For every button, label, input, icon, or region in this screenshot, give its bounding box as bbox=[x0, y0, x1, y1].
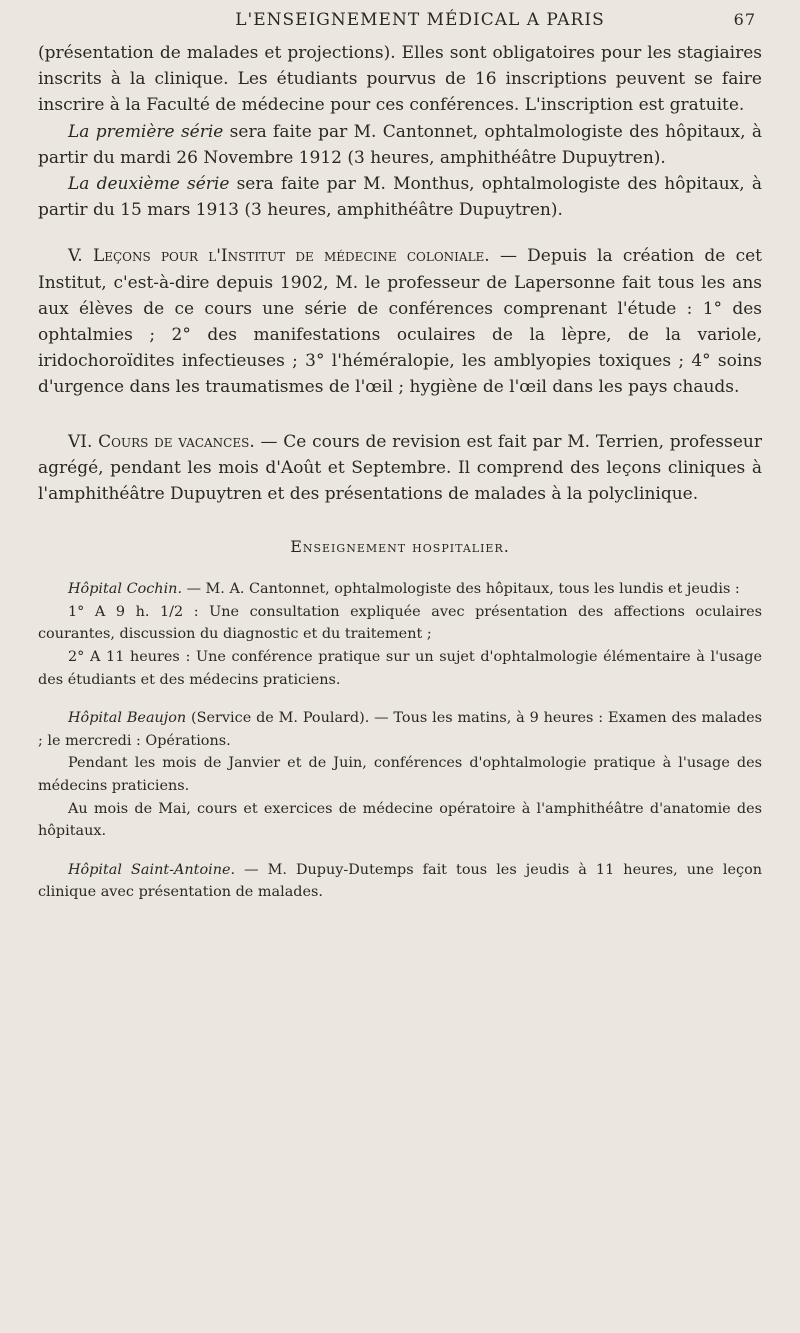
section-vacation-courses bbox=[38, 429, 762, 508]
paragraph-first-series bbox=[38, 119, 762, 171]
beaujon-line-3: Au mois de Mai, cours et exercices de médecine opératoire à l'amphithéâtre d'anatomie des hôpitaux. bbox=[38, 800, 762, 840]
cochin-name: Hôpital Cochin. bbox=[68, 581, 183, 598]
beaujon-name: Hôpital Beaujon bbox=[68, 710, 187, 727]
cochin-item-2: 2° A 11 heures : Une conférence pratique sur un sujet d'ophtalmologie élémentaire à l'usage des étudiants et des médecins praticiens. bbox=[38, 649, 762, 688]
section-colonial-medicine bbox=[38, 243, 762, 400]
cochin-intro-text: — M. A. Cantonnet, ophtalmologiste des hôpitaux, tous les lundis et jeudis : bbox=[182, 581, 740, 598]
beaujon-intro-text: (Service de M. Poulard). — Tous les matins, à 9 heures : Examen des malades ; le mercredi : Opérations. bbox=[38, 710, 762, 749]
cochin-intro bbox=[38, 578, 762, 601]
beaujon-intro bbox=[38, 707, 762, 752]
saint-antoine-text: — M. Dupuy-Dutemps fait tous les jeudis à 11 heures, une leçon clinique avec présentation de malades. bbox=[38, 861, 763, 901]
section-vi-text: — Ce cours de revision est fait par M. Terrien, professeur agrégé, pendant les mois d'Août et Septembre. Il comprend des leçons cliniques à l'amphithéâtre Dupuytren et des présentations de malades à la polyclinique. bbox=[38, 431, 762, 505]
section-v-heading: Leçons pour l'Institut de médecine coloniale. bbox=[92, 246, 490, 267]
paragraph-presentation: (présentation de malades et projections). Elles sont obligatoires pour les stagiaires inscrits à la clinique. Les étudiants pourvus de 16 inscriptions peuvent se faire inscrire à la Faculté de médecine pour ces conférences. L'inscription est gratuite. bbox=[38, 43, 762, 116]
second-series-text: sera faite par M. Monthus, ophtalmologiste des hôpitaux, à partir du 15 mars 1913 (3 heures, amphithéâtre Dupuytren). bbox=[38, 174, 762, 221]
second-series-label: La deuxième série bbox=[68, 174, 230, 195]
hospital-teaching-heading: Enseignement hospitalier. bbox=[290, 537, 510, 557]
cochin-item-1: 1° A 9 h. 1/2 : Une consultation expliquée avec présentation des affections oculaires courantes, discussion du diagnostic et du traitement ; bbox=[38, 603, 762, 643]
paragraph-second-series bbox=[38, 171, 762, 223]
section-v-number: V. bbox=[68, 246, 93, 267]
saint-antoine-intro bbox=[38, 859, 762, 904]
page-number: 67 bbox=[733, 10, 756, 29]
beaujon-line-2: Pendant les mois de Janvier et de Juin, conférences d'ophtalmologie pratique à l'usage des médecins praticiens. bbox=[38, 755, 762, 794]
saint-antoine-name: Hôpital Saint-Antoine. bbox=[68, 861, 236, 878]
section-vi-heading: Cours de vacances. bbox=[98, 431, 255, 452]
section-vi-number: VI. bbox=[68, 431, 99, 452]
running-head bbox=[38, 10, 762, 40]
section-v-text: — Depuis la création de cet Institut, c'est-à-dire depuis 1902, M. le professeur de Lapersonne fait tous les ans aux élèves de ce cours une série de conférences comprenant l'étude : 1° des ophtalmies ; 2° des manifestations oculaires de la lèpre, de la variole, iridochoroïdites infectieuses ; 3° l'héméralopie, les amblyopies toxiques ; 4° soins d'urgence dans les traumatismes de l'œil ; hygiène de l'œil dans les pays chauds. bbox=[38, 246, 762, 398]
first-series-label: La première série bbox=[68, 121, 224, 142]
running-title: L'ENSEIGNEMENT MÉDICAL A PARIS bbox=[235, 10, 605, 30]
first-series-text: sera faite par M. Cantonnet, ophtalmologiste des hôpitaux, à partir du mardi 26 Novembre 1912 (3 heures, amphithéâtre Dupuytren). bbox=[38, 121, 763, 168]
